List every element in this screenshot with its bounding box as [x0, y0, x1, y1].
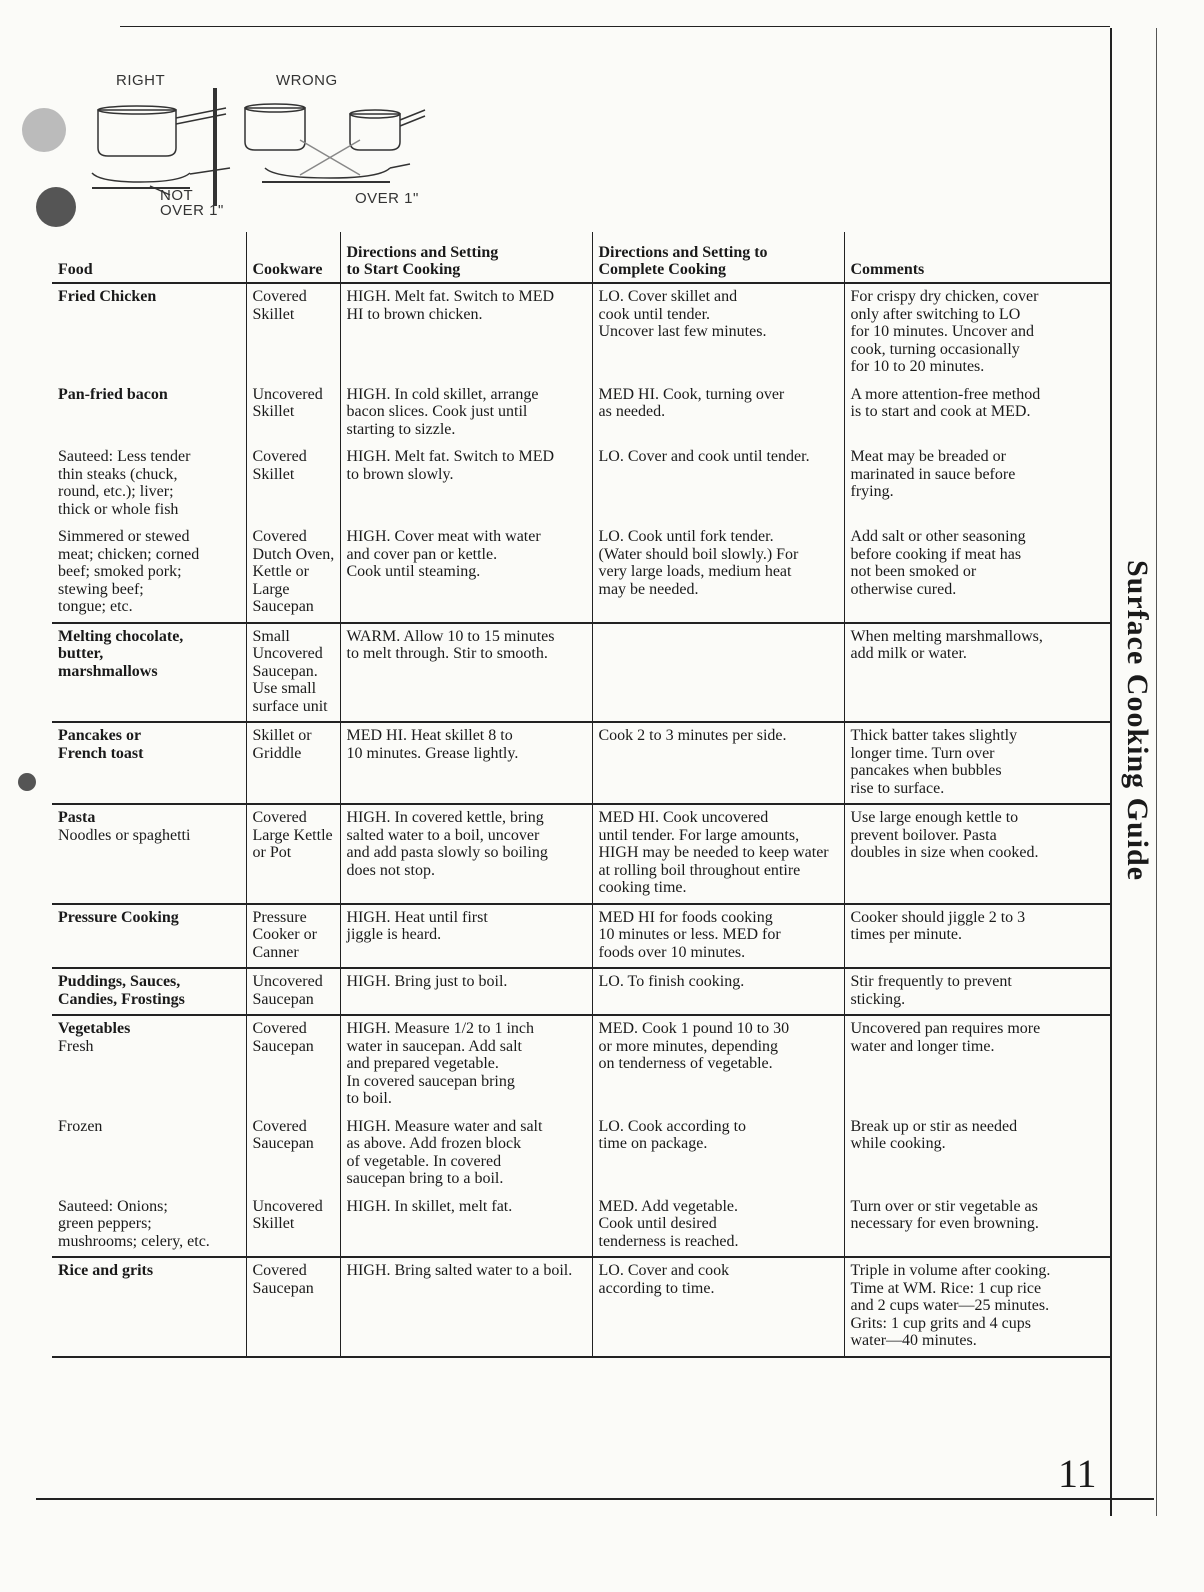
- text-line: HIGH. Bring just to boil.: [346, 973, 508, 990]
- text-line: otherwise cured.: [850, 580, 957, 598]
- text-line: Add salt or other seasoning: [850, 528, 1026, 545]
- text-line: Saucepan: [252, 990, 314, 1008]
- sidebar-title: Surface Cooking Guide: [1121, 560, 1154, 882]
- text-line: Use large enough kettle to: [850, 809, 1019, 826]
- text-line: When melting marshmallows,: [850, 627, 1043, 645]
- text-line: Cooker or: [252, 926, 317, 943]
- food-cell: [52, 804, 246, 904]
- text-line: butter,: [58, 645, 104, 662]
- start-directions-cell: [340, 1015, 592, 1114]
- text-line: longer time. Turn over: [850, 744, 995, 762]
- text-line: Grits: 1 cup grits and 4 cups: [850, 1314, 1031, 1332]
- cookware-illustration: [30, 70, 500, 240]
- text-line: tenderness is reached.: [598, 1232, 739, 1250]
- text-line: HIGH. Measure water and salt: [346, 1117, 543, 1135]
- comments-cell: [844, 804, 1110, 904]
- cookware-cell: [246, 382, 340, 445]
- text-line: Melting chocolate,: [58, 627, 184, 645]
- text-line: mushrooms; celery, etc.: [58, 1232, 210, 1250]
- wrong-caption: OVER 1": [355, 190, 419, 207]
- text-line: 10 minutes or less. MED for: [598, 926, 781, 943]
- table-row: [52, 904, 1110, 969]
- start-directions-cell: [340, 804, 592, 904]
- text-line: round, etc.); liver;: [58, 483, 174, 500]
- text-line: or more minutes, depending: [598, 1037, 779, 1055]
- text-line: Skillet or: [252, 727, 312, 744]
- text-line: Comments: [850, 261, 925, 278]
- binder-hole: [18, 773, 36, 791]
- text-line: marinated in sauce before: [850, 465, 1016, 483]
- text-line: as needed.: [598, 403, 666, 420]
- text-line: Saucepan: [252, 598, 314, 615]
- text-line: French toast: [58, 744, 144, 762]
- table-row: [52, 283, 1110, 382]
- text-line: for 10 to 20 minutes.: [850, 358, 985, 375]
- text-line: surface unit: [252, 697, 328, 715]
- text-line: LO. Cover and cook until tender.: [598, 448, 810, 465]
- complete-directions-cell: [592, 623, 844, 723]
- comments-cell: [844, 382, 1110, 445]
- text-line: Saucepan: [252, 1279, 314, 1297]
- food-cell: [52, 524, 246, 623]
- text-line: HIGH. Melt fat. Switch to MED: [346, 288, 555, 305]
- text-line: not been smoked or: [850, 563, 977, 580]
- category-heading: Vegetables: [58, 1020, 131, 1037]
- text-line: Frozen: [58, 1117, 103, 1135]
- text-line: tongue; etc.: [58, 598, 133, 615]
- text-line: Skillet: [252, 403, 295, 420]
- text-line: Directions and Setting: [346, 244, 499, 261]
- text-line: Pan-fried bacon: [58, 385, 168, 403]
- text-line: Turn over or stir vegetable as: [850, 1197, 1038, 1215]
- text-line: Covered: [252, 528, 307, 545]
- text-line: necessary for even browning.: [850, 1215, 1039, 1232]
- text-line: only after switching to LO: [850, 305, 1021, 323]
- text-line: Cookware: [252, 261, 323, 278]
- text-line: A more attention-free method: [850, 385, 1041, 403]
- text-line: Covered: [252, 1020, 307, 1037]
- page-number: 11: [1058, 1451, 1097, 1496]
- cookware-cell: [246, 968, 340, 1015]
- text-line: Simmered or stewed: [58, 528, 190, 545]
- text-line: green peppers;: [58, 1215, 152, 1232]
- food-cell: [52, 623, 246, 723]
- text-line: Directions and Setting to: [598, 244, 768, 261]
- cookware-cell: [246, 722, 340, 804]
- start-directions-cell: [340, 524, 592, 623]
- complete-directions-cell: [592, 804, 844, 904]
- text-line: Thick batter takes slightly: [850, 727, 1018, 744]
- text-line: doubles in size when cooked.: [850, 844, 1039, 861]
- cookware-cell: [246, 804, 340, 904]
- cookware-cell: [246, 904, 340, 969]
- complete-directions-cell: [592, 1114, 844, 1194]
- text-line: Uncover last few minutes.: [598, 323, 767, 340]
- text-line: cook until tender.: [598, 305, 711, 323]
- food-cell: [52, 1015, 246, 1114]
- start-directions-cell: [340, 904, 592, 969]
- text-line: MED HI. Cook, turning over: [598, 385, 785, 403]
- text-line: Complete Cooking: [598, 261, 727, 278]
- text-line: at rolling boil throughout entire: [598, 861, 801, 879]
- text-line: HIGH. Cover meat with water: [346, 528, 541, 545]
- text-line: foods over 10 minutes.: [598, 943, 746, 961]
- text-line: Skillet: [252, 465, 295, 483]
- column-header: [340, 232, 592, 283]
- text-line: Puddings, Sauces,: [58, 973, 181, 990]
- text-line: bacon slices. Cook just until: [346, 403, 528, 420]
- comments-cell: [844, 1194, 1110, 1258]
- food-cell: [52, 1114, 246, 1194]
- right-label: RIGHT: [116, 72, 166, 89]
- table-row: [52, 1257, 1110, 1357]
- bottom-rule: [36, 1498, 1154, 1500]
- column-header: [592, 232, 844, 283]
- food-cell: [52, 722, 246, 804]
- text-line: pancakes when bubbles: [850, 762, 1002, 779]
- start-directions-cell: [340, 968, 592, 1015]
- table-header-row: [52, 232, 1110, 283]
- text-line: of vegetable. In covered: [346, 1152, 502, 1170]
- start-directions-cell: [340, 722, 592, 804]
- text-line: thick or whole fish: [58, 500, 179, 518]
- text-line: very large loads, medium heat: [598, 563, 792, 580]
- text-line: Covered: [252, 448, 307, 465]
- text-line: according to time.: [598, 1279, 715, 1297]
- text-line: is to start and cook at MED.: [850, 403, 1031, 420]
- text-line: Saucepan: [252, 1135, 314, 1152]
- text-line: WARM. Allow 10 to 15 minutes: [346, 627, 555, 645]
- pan-drawing: [30, 70, 500, 240]
- surface-cooking-table: [52, 232, 1110, 1358]
- top-rule: [120, 26, 1110, 27]
- text-line: LO. Cook until fork tender.: [598, 528, 774, 545]
- text-line: Food: [58, 261, 93, 278]
- text-line: rise to surface.: [850, 779, 945, 797]
- text-line: until tender. For large amounts,: [598, 826, 800, 844]
- comments-cell: [844, 283, 1110, 382]
- text-line: and add pasta slowly so boiling: [346, 844, 548, 861]
- text-line: saucepan bring to a boil.: [346, 1170, 504, 1187]
- text-line: meat; chicken; corned: [58, 545, 200, 563]
- text-line: Griddle: [252, 744, 302, 762]
- food-cell: [52, 968, 246, 1015]
- text-line: HIGH. In cold skillet, arrange: [346, 385, 539, 403]
- text-line: stewing beef;: [58, 580, 144, 598]
- complete-directions-cell: [592, 968, 844, 1015]
- text-line: MED HI for foods cooking: [598, 908, 773, 926]
- text-line: HIGH. Melt fat. Switch to MED: [346, 448, 555, 465]
- complete-directions-cell: [592, 1257, 844, 1357]
- cookware-cell: [246, 623, 340, 723]
- text-line: frying.: [850, 483, 894, 500]
- text-line: Cook until steaming.: [346, 563, 481, 580]
- text-line: sticking.: [850, 990, 906, 1008]
- text-line: Rice and grits: [58, 1262, 154, 1279]
- table-row: [52, 968, 1110, 1015]
- text-line: Skillet: [252, 1215, 295, 1232]
- text-line: cooking time.: [598, 879, 687, 896]
- text-line: Break up or stir as needed: [850, 1117, 1018, 1135]
- table-row: [52, 444, 1110, 524]
- text-line: may be needed.: [598, 580, 699, 598]
- text-line: to Start Cooking: [346, 261, 461, 278]
- complete-directions-cell: [592, 1015, 844, 1114]
- text-line: MED. Add vegetable.: [598, 1197, 739, 1215]
- text-line: Triple in volume after cooking.: [850, 1262, 1051, 1279]
- start-directions-cell: [340, 444, 592, 524]
- comments-cell: [844, 1114, 1110, 1194]
- start-directions-cell: [340, 623, 592, 723]
- text-line: for 10 minutes. Uncover and: [850, 323, 1035, 340]
- text-line: and prepared vegetable.: [346, 1055, 499, 1072]
- text-line: Covered: [252, 1262, 307, 1279]
- text-line: HIGH. In skillet, melt fat.: [346, 1197, 513, 1215]
- text-line: Large Kettle: [252, 826, 333, 844]
- text-line: Dutch Oven,: [252, 545, 335, 563]
- table-row: [52, 1114, 1110, 1194]
- text-line: Large: [252, 580, 290, 598]
- text-line: Canner: [252, 943, 299, 961]
- text-line: LO. Cover and cook: [598, 1262, 730, 1279]
- cookware-cell: [246, 1194, 340, 1258]
- text-line: Uncovered: [252, 645, 323, 662]
- text-line: Skillet: [252, 305, 295, 323]
- complete-directions-cell: [592, 283, 844, 382]
- food-cell: [52, 444, 246, 524]
- cookware-cell: [246, 283, 340, 382]
- text-line: Uncovered: [252, 973, 323, 990]
- text-line: starting to sizzle.: [346, 420, 456, 438]
- text-line: Noodles or spaghetti: [58, 826, 191, 844]
- text-line: time on package.: [598, 1135, 708, 1152]
- text-line: Stir frequently to prevent: [850, 973, 1012, 990]
- category-heading: Pasta: [58, 809, 96, 826]
- text-line: Time at WM. Rice: 1 cup rice: [850, 1279, 1042, 1297]
- start-directions-cell: [340, 382, 592, 445]
- food-cell: [52, 1257, 246, 1357]
- text-line: add milk or water.: [850, 645, 967, 662]
- right-caption: NOT OVER 1": [160, 187, 224, 219]
- text-line: HIGH. In covered kettle, bring: [346, 809, 544, 826]
- text-line: while cooking.: [850, 1135, 946, 1152]
- comments-cell: [844, 904, 1110, 969]
- food-cell: [52, 904, 246, 969]
- text-line: Pressure: [252, 908, 307, 926]
- text-line: Sauteed: Less tender: [58, 448, 191, 465]
- complete-directions-cell: [592, 524, 844, 623]
- start-directions-cell: [340, 283, 592, 382]
- complete-directions-cell: [592, 904, 844, 969]
- start-directions-cell: [340, 1257, 592, 1357]
- text-line: salted water to a boil, uncover: [346, 826, 540, 844]
- text-line: Covered: [252, 288, 307, 305]
- text-line: Uncovered: [252, 1197, 323, 1215]
- text-line: before cooking if meat has: [850, 545, 1022, 563]
- text-line: HIGH may be needed to keep water: [598, 844, 829, 861]
- text-line: In covered saucepan bring: [346, 1072, 515, 1090]
- text-line: as above. Add frozen block: [346, 1135, 522, 1152]
- text-line: Fresh: [58, 1037, 94, 1055]
- text-line: beef; smoked pork;: [58, 563, 182, 580]
- text-line: Saucepan: [252, 1037, 314, 1055]
- text-line: Fried Chicken: [58, 288, 157, 305]
- text-line: LO. To finish cooking.: [598, 973, 745, 990]
- complete-directions-cell: [592, 444, 844, 524]
- text-line: Use small: [252, 680, 317, 697]
- text-line: HI to brown chicken.: [346, 305, 483, 323]
- table-row: [52, 1015, 1110, 1114]
- cookware-cell: [246, 1015, 340, 1114]
- food-cell: [52, 1194, 246, 1258]
- start-directions-cell: [340, 1194, 592, 1258]
- text-line: water and longer time.: [850, 1037, 995, 1055]
- text-line: cook, turning occasionally: [850, 340, 1020, 358]
- text-line: Pressure Cooking: [58, 908, 179, 926]
- text-line: HIGH. Bring salted water to a boil.: [346, 1262, 573, 1279]
- comments-cell: [844, 524, 1110, 623]
- text-line: to melt through. Stir to smooth.: [346, 645, 548, 662]
- text-line: Cook 2 to 3 minutes per side.: [598, 727, 787, 744]
- text-line: HIGH. Heat until first: [346, 908, 488, 926]
- text-line: water in saucepan. Add salt: [346, 1037, 522, 1055]
- column-header: [246, 232, 340, 283]
- text-line: LO. Cover skillet and: [598, 288, 738, 305]
- text-line: 10 minutes. Grease lightly.: [346, 744, 519, 762]
- text-line: Meat may be breaded or: [850, 448, 1006, 465]
- text-line: water—40 minutes.: [850, 1332, 977, 1349]
- text-line: Small: [252, 627, 290, 645]
- text-line: prevent boilover. Pasta: [850, 826, 997, 844]
- text-line: Uncovered pan requires more: [850, 1020, 1041, 1037]
- text-line: MED HI. Cook uncovered: [598, 809, 769, 826]
- table-row: [52, 524, 1110, 623]
- text-line: (Water should boil slowly.) For: [598, 545, 799, 563]
- column-header: [844, 232, 1110, 283]
- cookware-cell: [246, 524, 340, 623]
- text-line: and cover pan or kettle.: [346, 545, 498, 563]
- text-line: HIGH. Measure 1/2 to 1 inch: [346, 1020, 535, 1037]
- text-line: Uncovered: [252, 385, 323, 403]
- table-row: [52, 1194, 1110, 1258]
- wrong-label: WRONG: [276, 72, 338, 89]
- comments-cell: [844, 722, 1110, 804]
- comments-cell: [844, 1257, 1110, 1357]
- column-header: [52, 232, 246, 283]
- comments-cell: [844, 968, 1110, 1015]
- table-row: [52, 623, 1110, 723]
- comments-cell: [844, 444, 1110, 524]
- text-line: For crispy dry chicken, cover: [850, 288, 1039, 305]
- text-line: and 2 cups water—25 minutes.: [850, 1297, 1050, 1314]
- text-line: marshmallows: [58, 662, 158, 680]
- table-row: [52, 382, 1110, 445]
- comments-cell: [844, 1015, 1110, 1114]
- text-line: MED. Cook 1 pound 10 to 30: [598, 1020, 790, 1037]
- complete-directions-cell: [592, 722, 844, 804]
- table-row: [52, 804, 1110, 904]
- text-line: MED HI. Heat skillet 8 to: [346, 727, 513, 744]
- text-line: Kettle or: [252, 563, 309, 580]
- text-line: Saucepan.: [252, 662, 318, 680]
- text-line: Sauteed: Onions;: [58, 1197, 168, 1215]
- text-line: on tenderness of vegetable.: [598, 1055, 773, 1072]
- text-line: LO. Cook according to: [598, 1117, 747, 1135]
- cookware-cell: [246, 444, 340, 524]
- text-line: jiggle is heard.: [346, 926, 442, 943]
- text-line: Cook until desired: [598, 1215, 717, 1232]
- text-line: to brown slowly.: [346, 465, 454, 483]
- text-line: times per minute.: [850, 926, 963, 943]
- comments-cell: [844, 623, 1110, 723]
- complete-directions-cell: [592, 382, 844, 445]
- text-line: Cooker should jiggle 2 to 3: [850, 908, 1026, 926]
- text-line: does not stop.: [346, 861, 435, 879]
- text-line: thin steaks (chuck,: [58, 465, 178, 483]
- text-line: Covered: [252, 809, 307, 826]
- cookware-cell: [246, 1114, 340, 1194]
- cookware-cell: [246, 1257, 340, 1357]
- table-row: [52, 722, 1110, 804]
- text-line: Covered: [252, 1117, 307, 1135]
- text-line: or Pot: [252, 844, 292, 861]
- food-cell: [52, 283, 246, 382]
- text-line: Candies, Frostings: [58, 990, 185, 1008]
- text-line: Pancakes or: [58, 727, 142, 744]
- start-directions-cell: [340, 1114, 592, 1194]
- food-cell: [52, 382, 246, 445]
- complete-directions-cell: [592, 1194, 844, 1258]
- text-line: to boil.: [346, 1090, 392, 1107]
